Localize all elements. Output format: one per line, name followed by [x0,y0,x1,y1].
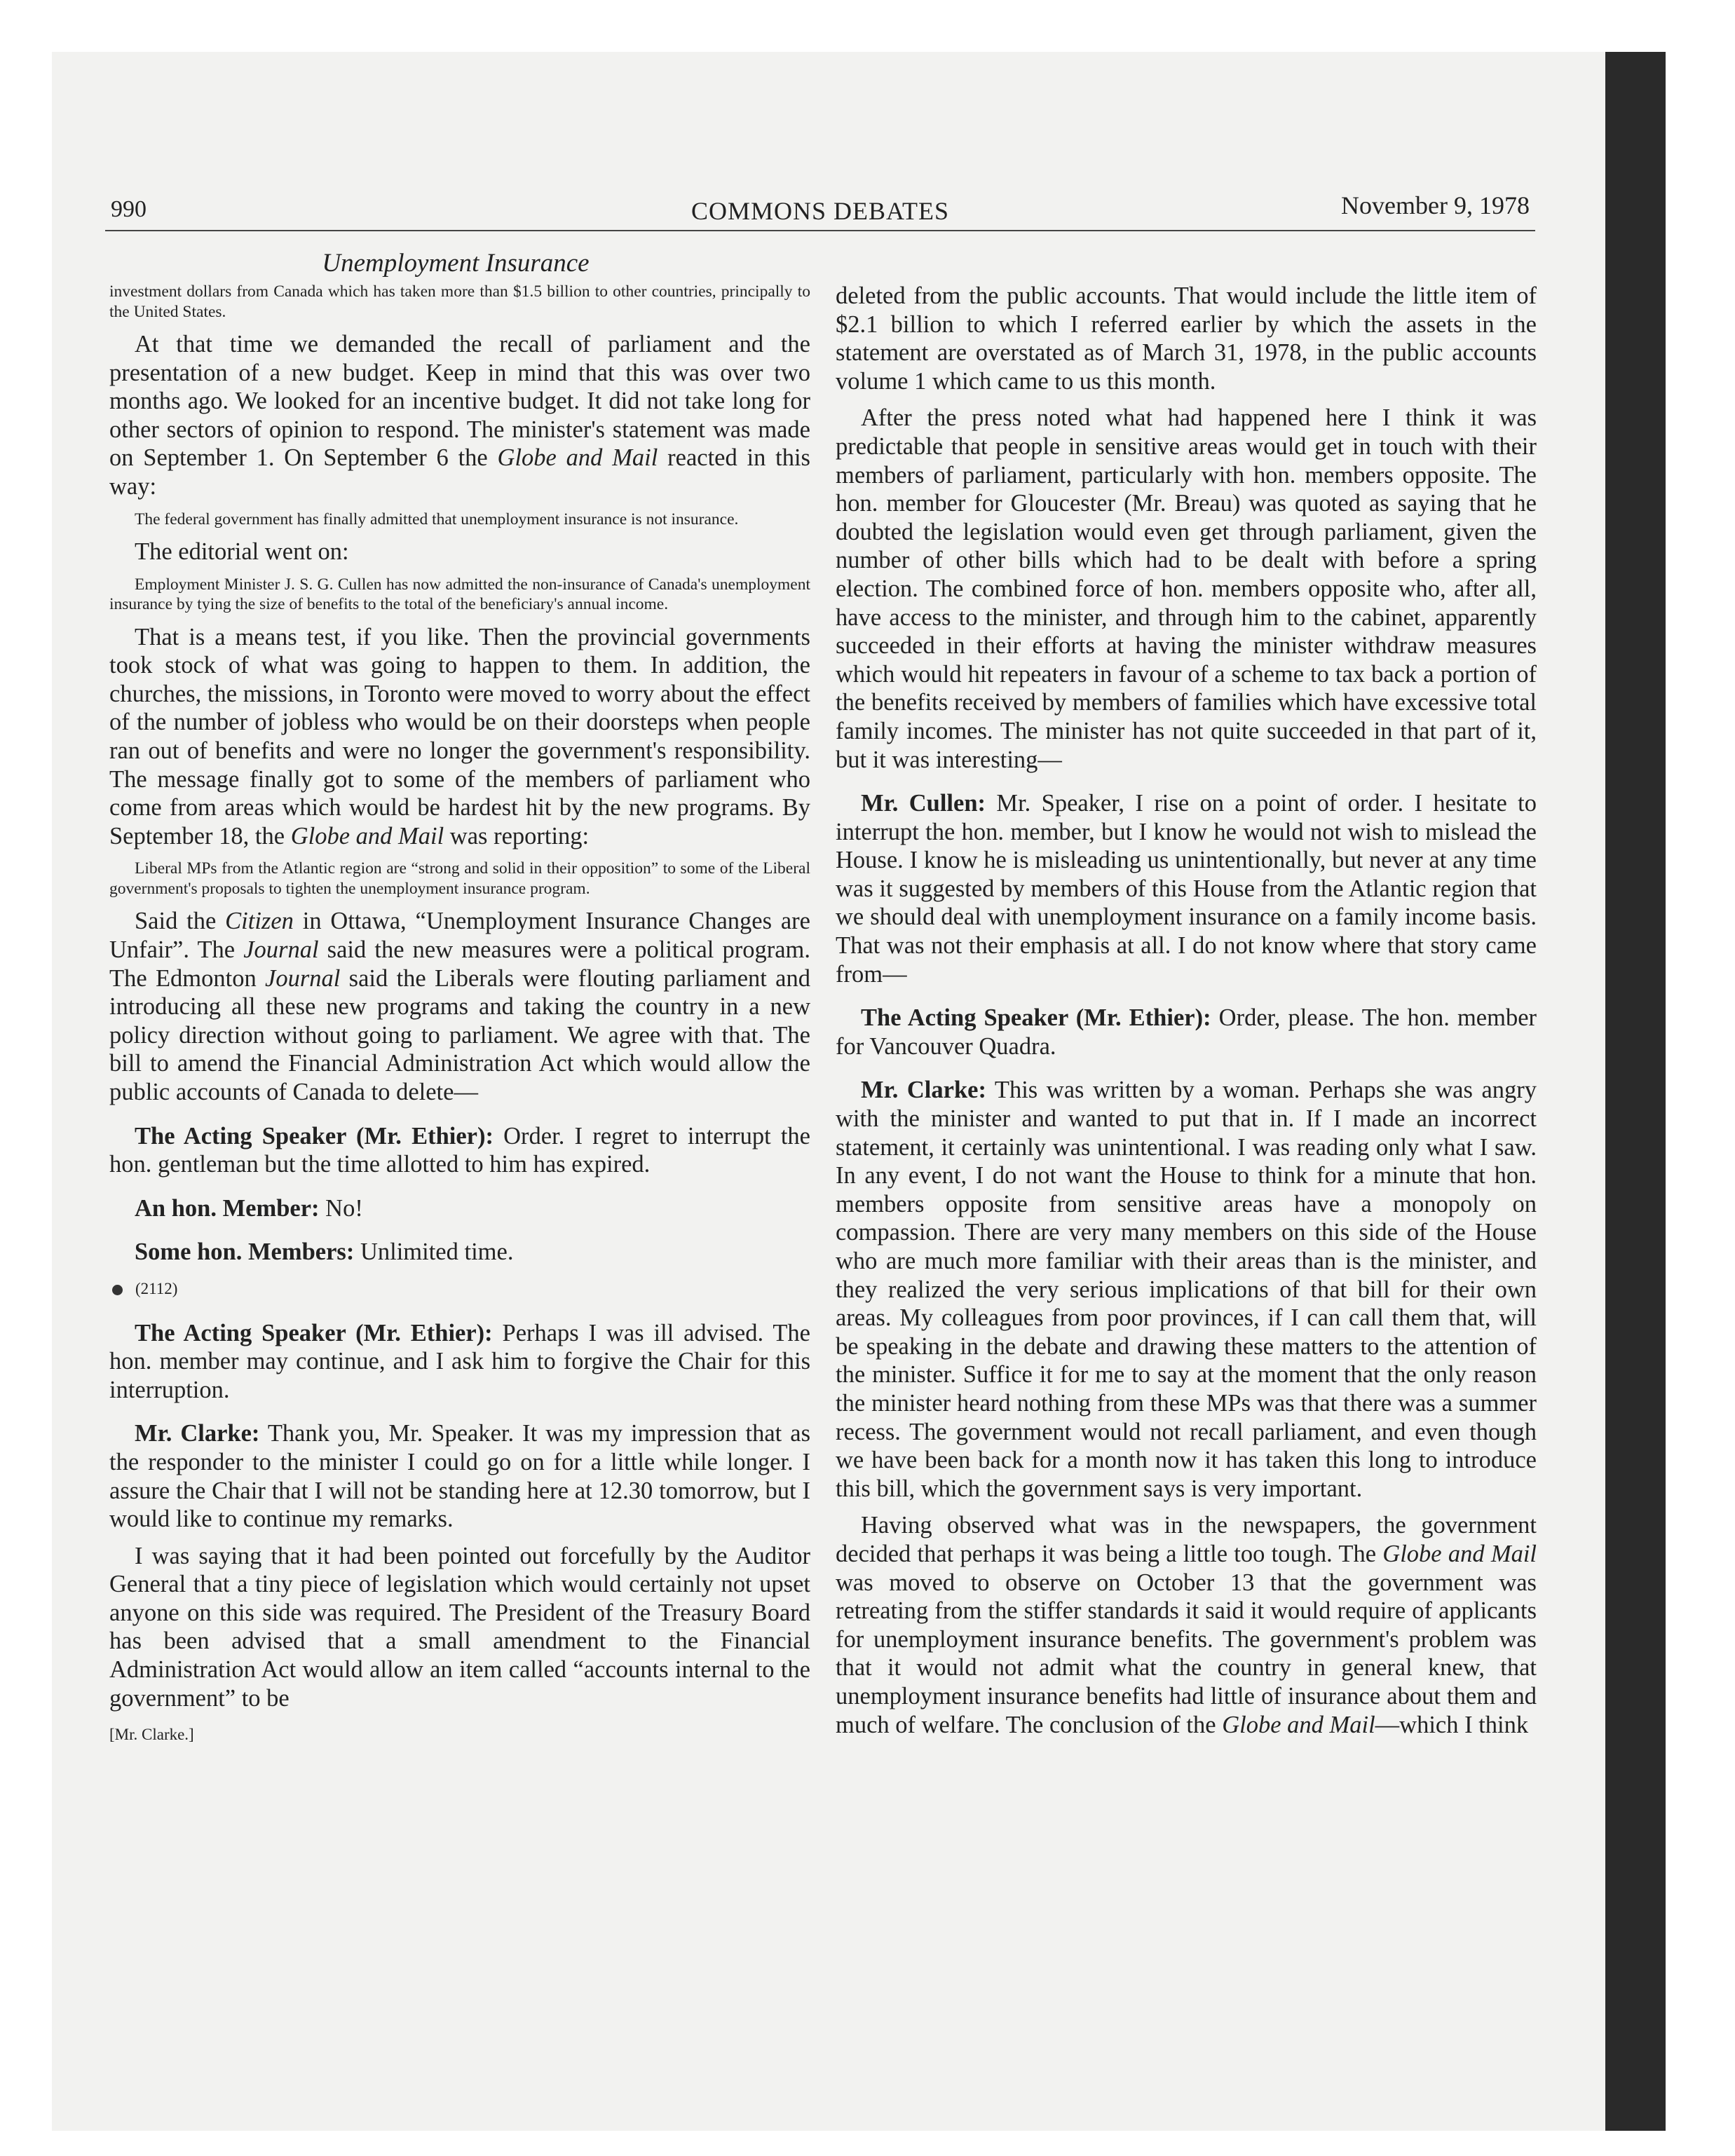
speech-text: Thank you, Mr. Speaker. It was my impression that as the responder to the minister I could go on for a little while longer. I assure the Chair that I will not be standing here at 12.30 tomorrow, but I would like to continue my remarks. [109,1420,810,1533]
paragraph-text: That is a means test, if you like. Then the provincial governments took stock of what was going to happen to them. In addition, the churches, the missions, in Toronto were moved to worry about the effect of the number of jobless who would be on their doorsteps when people ran out of benefits and were no longer the government's responsibility. The message finally got to some of the members of parliament who come from areas which would be hardest hit by the new programs. By September 18, the [109,623,810,850]
block-quote: The federal government has finally admitted that unemployment insurance is not insurance. [135,510,739,528]
bullet-icon [112,1285,123,1295]
paragraph-text: —which I think [1375,1711,1529,1738]
speech-text: No! [319,1194,363,1222]
newspaper-title: Journal [265,964,341,992]
speaker-name: The Acting Speaker (Mr. Ethier): [135,1122,494,1149]
speaker-name: The Acting Speaker (Mr. Ethier): [861,1004,1211,1032]
page-header [105,193,1535,231]
speech [836,789,1537,988]
publication-date: November 9, 1978 [1341,191,1530,219]
paragraph-text: Said the [135,908,226,935]
speech-text: Perhaps I was ill advised. The hon. member may continue, and I ask him to forgive the Chair for this interruption. [109,1319,810,1403]
speech [109,1238,810,1267]
speech-text: Order. I regret to interrupt the hon. gentleman but the time allotted to him has expired. [109,1122,810,1178]
speaker-name: Mr. Cullen: [861,790,986,817]
paragraph [109,623,810,851]
quote-continuation: investment dollars from Canada which has taken more than $1.5 billion to other countries, principally to the United States. [109,282,810,321]
speaker-name: An hon. Member: [135,1194,320,1222]
newspaper-title: Globe and Mail [1382,1540,1537,1567]
paragraph-text: At that time we demanded the recall of parliament and the presentation of a new budget. Keep in mind that this was over two months ago. We looked for an incentive budget. It did not take long for other sectors of opinion to respond. The minister's statement was made on September 1. On September 6 the [109,331,810,472]
running-head: Unemployment Insurance [322,249,590,278]
paragraph: The editorial went on: [135,538,349,566]
paragraph [109,330,810,501]
speech-text: Order, please. The hon. member for Vancouver Quadra. [836,1004,1537,1060]
newspaper-title: Globe and Mail [497,444,658,472]
time-marker-label: (2112) [135,1279,178,1297]
speech [109,1194,810,1223]
time-marker [109,1275,810,1304]
scan-edge-shadow [1605,52,1666,2131]
speech [836,1076,1537,1503]
left-column [109,282,810,1749]
speaker-name: Mr. Clarke: [861,1077,986,1104]
speech [109,1319,810,1405]
speech-text: Unlimited time. [354,1239,514,1266]
speaker-name: The Acting Speaker (Mr. Ethier): [135,1319,493,1346]
paragraph-text: said the Liberals were flouting parliament and introducing all these new programs and taking the country in a new policy direction without going to parliament. We agree with that. The bill to amend the Financial Administration Act which would allow the public accounts of Canada to delete— [109,964,810,1105]
page-number: 990 [111,196,147,222]
paragraph: I was saying that it had been pointed out forcefully by the Auditor General that a tiny piece of legislation which would certainly not upset anyone on this side was required. The President of the Treasury Board has been advised that a small amendment to the Financial Administration Act would allow an item called “accounts internal to the government” to be [109,1542,810,1712]
newspaper-title: Citizen [225,908,294,935]
speech-text: This was written by a woman. Perhaps she was angry with the minister and wanted to put that in. If I made an incorrect statement, it certainly was unintentional. I was reading only what I saw. In any event, I do not want the House to think for a minute that hon. members opposite from sensitive areas have a monopoly on compassion. There are very many members on this side of the House who are much more familiar with their areas than is the minister, and they realized the very serious implications of that bill for their own areas. My colleagues from poor provinces, if I can call them that, will be speaking in the debate and drawing these matters to the attention of the minister. Suffice it for me to say at the moment that the only reason the minister heard nothing from these MPs was that there was a summer recess. The government would not recall parliament, and even though we have been back for a month now it has taken this long to introduce this bill, which the government says is very important. [836,1077,1537,1502]
paragraph-text: was moved to observe on October 13 that the government was retreating from the stiffer standards it said it would require of applicants for unemployment insurance benefits. The government's problem was that it would not admit what the country in general knew, that unemployment insurance benefits had little of insurance about them and much of welfare. The conclusion of the [836,1569,1537,1738]
paragraph-text: in Ottawa, “Unemployment Insurance Changes are Unfair”. The [109,908,810,963]
speech-text: Mr. Speaker, I rise on a point of order. I hesitate to interrupt the hon. member, but I know he would not wish to mislead the House. I know he is misleading us unintentionally, but never at any time was it suggested by members of this House from the Atlantic region that we should deal with unemployment insurance on a family income basis. That was not their emphasis at all. I do not know where that story came from— [836,790,1537,988]
block-quote: Liberal MPs from the Atlantic region are “strong and solid in their opposition” to some of the Liberal government's proposals to tighten the unemployment insurance program. [109,859,810,898]
newspaper-title: Globe and Mail [290,822,444,850]
publication-title: COMMONS DEBATES [690,197,950,225]
newspaper-title: Globe and Mail [1222,1711,1375,1738]
paragraph-text: reacted in this way: [109,444,810,500]
speech [836,1004,1537,1060]
speaker-name: Some hon. Members: [135,1239,355,1266]
block-quote: Employment Minister J. S. G. Cullen has now admitted the non-insurance of Canada's unemployment insurance by tying the size of benefits to the total of the beneficiary's annual income. [109,575,810,614]
speaker-name: Mr. Clarke: [135,1420,260,1447]
right-column [836,282,1537,1747]
paragraph [836,1511,1537,1739]
speech [109,1419,810,1533]
paragraph-text: Having observed what was in the newspapers, the government decided that perhaps it was being a little too tough. The [836,1512,1537,1567]
speech [109,1122,810,1179]
newspaper-title: Journal [243,936,319,963]
paragraph: deleted from the public accounts. That would include the little item of $2.1 billion to which I referred earlier by which the assets in the statement are overstated as of March 31, 1978, in the public accounts volume 1 which came to us this month. [836,282,1537,395]
paragraph-text: was reporting: [444,822,590,850]
paragraph [109,907,810,1106]
speaker-footnote: [Mr. Clarke.] [109,1726,194,1744]
paragraph: After the press noted what had happened here I think it was predictable that people in sensitive areas would get in touch with their members of parliament, particularly with hon. members opposite. The hon. member for Gloucester (Mr. Breau) was quoted as saying that he doubted the legislation would even get through parliament, given the number of other bills which had to be dealt with before a spring election. The combined force of hon. members opposite who, after all, have access to the minister, and through him to the cabinet, apparently succeeded in their efforts at having the minister withdraw measures which would hit repeaters in favour of a scheme to tax back a portion of the benefits received by members of families which have excessive total family incomes. The minister has not quite succeeded in that part of it, but it was interesting— [836,404,1537,773]
paragraph-text: said the new measures were a political program. The Edmonton [109,936,810,992]
